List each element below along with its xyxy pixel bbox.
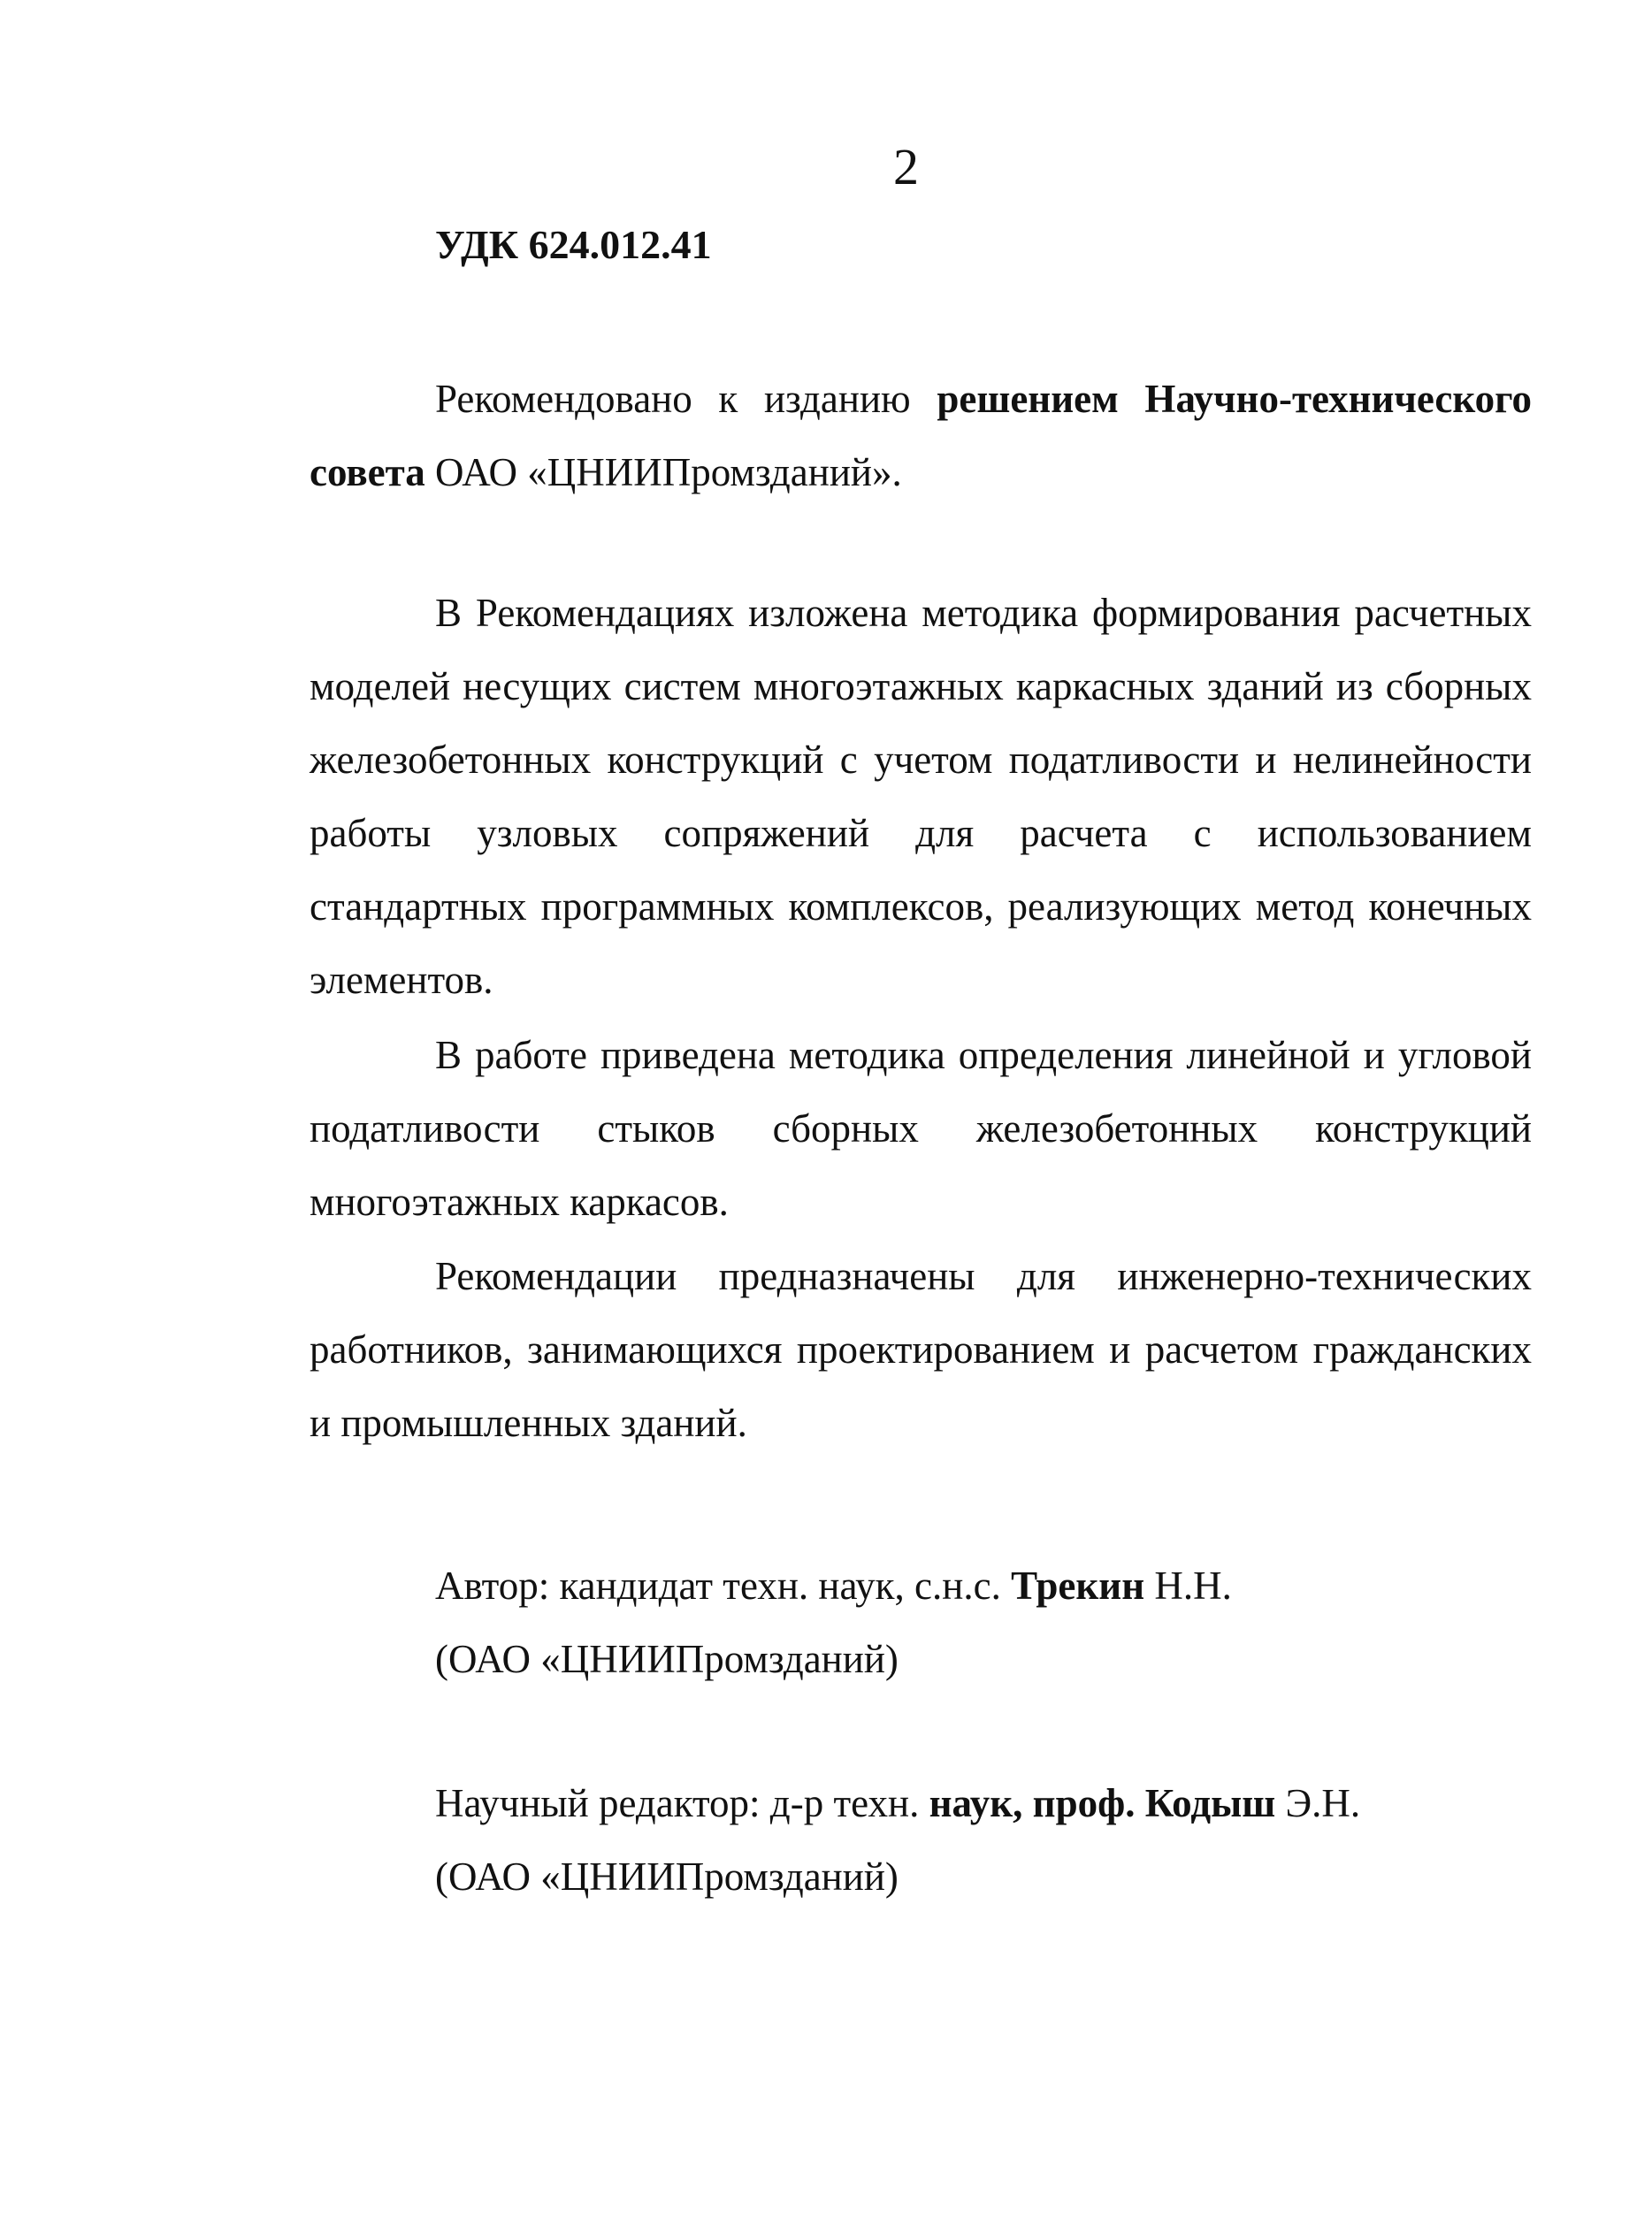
recommendation-text: Рекомендовано к изданию [435,377,937,421]
author-name: Трекин [1011,1564,1145,1608]
udk-code: УДК 624.012.41 [435,222,712,267]
author-initials: Н.Н. [1144,1564,1232,1608]
work-paragraph: В работе приведена методика определения линейной и угловой податливости стыков сборных железобетонных конструкций многоэтажных каркасов. [310,1033,1532,1224]
author-line [435,1549,1232,1623]
editor-line [435,1767,1360,1840]
purpose-paragraph: Рекомендации предназначены для инженерно-технических работников, занимающихся проектированием и расчетом гражданских и промышленных зданий. [310,1254,1532,1445]
recommendation-org: ОАО «ЦНИИПромзданий». [424,450,902,494]
recommendation-paragraph [310,363,1532,509]
editor-title: Научный редактор: д-р техн. [435,1781,929,1825]
editor-initials: Э.Н. [1275,1781,1361,1825]
page-number: 2 [893,138,919,195]
editor-credit [435,1767,1360,1914]
recommendation-bold: решением Научно-технического совета [310,377,1532,494]
author-credit [435,1549,1232,1696]
editor-organization: (ОАО «ЦНИИПромзданий) [435,1854,899,1899]
editor-name: наук, проф. Кодыш [929,1781,1276,1825]
abstract-paragraph: В Рекомендациях изложена методика формирования расчетных моделей несущих систем многоэтажных каркасных зданий из сборных железобетонных конструкций с учетом податливости и нелинейности работы узловых сопряжений для расчета с использованием стандартных программных комплексов, реализующих метод конечных элементов. [310,591,1532,1002]
author-organization: (ОАО «ЦНИИПромзданий) [435,1637,899,1681]
author-title: Автор: кандидат техн. наук, с.н.с. [435,1564,1012,1608]
